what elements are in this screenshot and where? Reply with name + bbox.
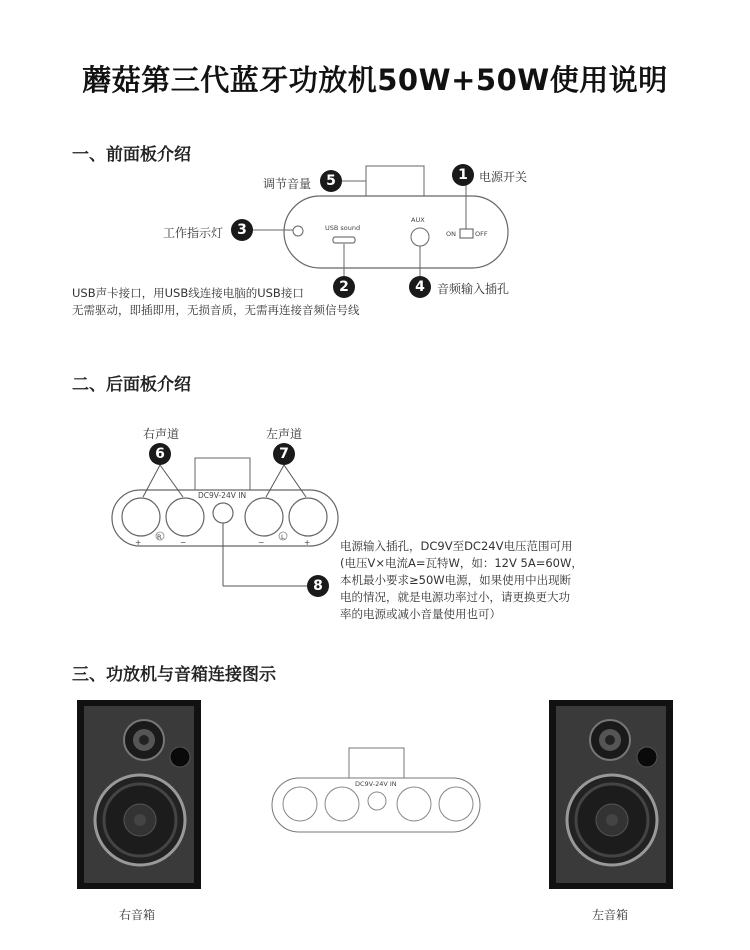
- badge-6: 6: [149, 443, 171, 465]
- r-mark: R: [157, 533, 162, 541]
- badge-2: 2: [333, 276, 355, 298]
- right-speaker-label: 右音箱: [119, 908, 156, 922]
- power-note-line4: 电的情况，就是电源功率过小，请更换更大功: [340, 590, 570, 604]
- right-plus-mark: +: [135, 538, 142, 547]
- page-title: 蘑菇第三代蓝牙功放机50W+50W使用说明: [82, 63, 668, 97]
- usb-port: [333, 237, 355, 243]
- off-label: OFF: [475, 230, 488, 238]
- connection-dc-label: DC9V-24V IN: [355, 780, 397, 788]
- left-plus-mark: +: [304, 538, 311, 547]
- right-minus-mark: −: [180, 538, 187, 547]
- right-channel-label: 右声道: [143, 427, 180, 441]
- audio-input-label: 音频输入插孔: [437, 282, 510, 296]
- usb-note-line2: 无需驱动，即插即用，无损音质，无需再连接音频信号线: [72, 303, 360, 317]
- badge-4: 4: [409, 276, 431, 298]
- power-note-line5: 率的电源或减小音量使用也可）: [340, 607, 501, 621]
- power-note-line1: 电源输入插孔，DC9V至DC24V电压范围可用: [340, 539, 573, 553]
- section3-heading: 三、功放机与音箱连接图示: [72, 665, 276, 685]
- badge-1: 1: [452, 164, 474, 186]
- power-note-line2: (电压V×电流A=瓦特W，如：12V 5A=60W，: [340, 556, 583, 570]
- volume-knob-top: [366, 166, 424, 196]
- aux-jack: [411, 228, 429, 246]
- left-plus-terminal: [289, 498, 327, 536]
- left-minus-terminal: [245, 498, 283, 536]
- aux-label: AUX: [411, 216, 425, 224]
- right-plus-terminal: [122, 498, 160, 536]
- badge-7: 7: [273, 443, 295, 465]
- left-channel-label: 左声道: [266, 427, 303, 441]
- section1-heading: 一、前面板介绍: [72, 145, 191, 165]
- badge-5: 5: [320, 170, 342, 192]
- dc-jack: [213, 503, 233, 523]
- section2-heading: 二、后面板介绍: [72, 375, 191, 395]
- left-minus-mark: −: [258, 538, 265, 547]
- badge-8: 8: [307, 575, 329, 597]
- dc-input-label: DC9V-24V IN: [198, 491, 247, 500]
- left-speaker-label: 左音箱: [592, 908, 629, 922]
- power-note-line3: 本机最小要求≥50W电源，如果使用中出现断: [340, 573, 572, 587]
- indicator-label: 工作指示灯: [163, 226, 224, 240]
- right-minus-terminal: [166, 498, 204, 536]
- usb-port-label: USB sound: [325, 224, 361, 232]
- on-label: ON: [446, 230, 456, 238]
- l-mark: L: [281, 533, 285, 541]
- badge-3: 3: [231, 219, 253, 241]
- power-switch-label: 电源开关: [479, 170, 528, 184]
- volume-label: 调节音量: [263, 177, 312, 191]
- usb-note-line1: USB声卡接口，用USB线连接电脑的USB接口: [72, 286, 304, 300]
- indicator-light: [293, 226, 303, 236]
- power-switch: [460, 229, 473, 238]
- rear-knob-top: [195, 458, 250, 490]
